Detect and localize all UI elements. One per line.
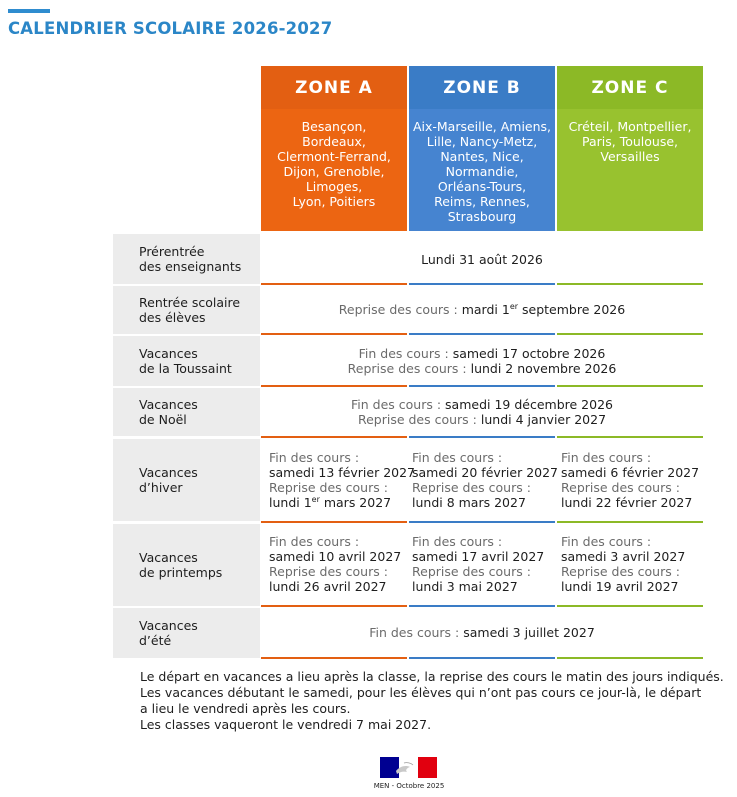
hiver-zone-a-end: samedi 13 février 2027: [269, 465, 416, 480]
separator-zone-a: [261, 385, 407, 387]
row-label-line: Vacances: [139, 346, 198, 361]
separator-zone-c: [557, 436, 703, 438]
printemps-zone-b-resume: lundi 3 mai 2027: [412, 579, 518, 594]
toussaint-resume-line: [261, 361, 703, 376]
separator-zone-c: [557, 605, 703, 607]
end-prefix: Fin des cours :: [412, 534, 503, 549]
printemps-zone-c-end: samedi 3 avril 2027: [561, 549, 686, 564]
rentree-date: [261, 286, 703, 332]
separator-zone-b: [409, 605, 555, 607]
noel-end-value: samedi 19 décembre 2026: [445, 396, 613, 412]
toussaint-resume-value: lundi 2 novembre 2026: [470, 360, 617, 376]
prerentree-date: [261, 234, 703, 284]
row-label-line: Vacances: [139, 618, 198, 633]
separator-zone-a: [261, 521, 407, 523]
ete-end-line: [261, 625, 703, 640]
zone-a-city-line: Clermont-Ferrand,: [277, 149, 391, 164]
zone-b-cities: [409, 109, 555, 231]
title-accent-bar: [8, 9, 50, 13]
footnote-line: Les classes vaqueront le vendredi 7 mai 2027.: [140, 717, 432, 732]
row-label-line: des élèves: [139, 310, 206, 325]
row-label-noel: [113, 388, 260, 436]
hiver-zone-a-resume-sup: er: [311, 494, 320, 504]
zone-a-header: ZONE A: [261, 66, 407, 109]
zone-b-city-line: Reims, Rennes,: [434, 194, 530, 209]
resume-prefix: Reprise des cours :: [357, 411, 477, 427]
zone-a-city-line: Dijon, Grenoble,: [283, 164, 385, 179]
resume-prefix: Reprise des cours :: [561, 564, 680, 579]
rentree-value-day: mardi 1: [461, 301, 510, 317]
separator-zone-a: [261, 605, 407, 607]
rentree-prefix: Reprise des cours :: [338, 301, 458, 317]
ete-date: [261, 608, 703, 656]
zone-c-cities: [557, 109, 703, 231]
row-label-line: de Noël: [139, 412, 187, 427]
row-label-printemps: [113, 524, 260, 606]
resume-prefix: Reprise des cours :: [561, 480, 680, 495]
printemps-zone-a-end: samedi 10 avril 2027: [269, 549, 402, 564]
noel-resume-line: [261, 412, 703, 427]
printemps-zone-a-resume: lundi 26 avril 2027: [269, 579, 387, 594]
republique-francaise-logo-icon: [380, 757, 437, 778]
hiver-zone-b-end: samedi 20 février 2027: [412, 465, 559, 480]
separator-zone-c: [557, 521, 703, 523]
separator-zone-b: [409, 333, 555, 335]
zone-b-city-line: Lille, Nancy-Metz,: [426, 134, 538, 149]
separator-zone-b: [409, 385, 555, 387]
noel-dates: [261, 388, 703, 435]
zone-a-city-line: Besançon,: [301, 119, 367, 134]
end-prefix: Fin des cours :: [369, 624, 460, 640]
toussaint-end-value: samedi 17 octobre 2026: [452, 345, 606, 361]
hiver-zone-a-resume-day: lundi 1: [269, 495, 312, 510]
toussaint-dates: [261, 336, 703, 385]
row-label-line: des enseignants: [139, 259, 242, 274]
hiver-zone-c: [561, 450, 699, 510]
hiver-zone-a: [269, 450, 415, 510]
page-title: CALENDRIER SCOLAIRE 2026-2027: [8, 19, 333, 38]
end-prefix: Fin des cours :: [269, 534, 360, 549]
row-label-toussaint: [113, 336, 260, 386]
row-label-rentree: [113, 286, 260, 334]
separator-zone-b: [409, 436, 555, 438]
zone-a-city-line: Bordeaux,: [302, 134, 366, 149]
separator-zone-a: [261, 333, 407, 335]
row-label-line: de la Toussaint: [139, 361, 232, 376]
row-label-ete: [113, 608, 260, 658]
footnote-line: Les vacances débutant le samedi, pour les élèves qui n’ont pas cours ce jour-là, le départ: [140, 685, 702, 700]
zone-b-city-line: Nantes, Nice,: [440, 149, 524, 164]
separator-zone-c: [557, 333, 703, 335]
zone-b-city-line: Strasbourg: [447, 209, 517, 224]
separator-zone-a: [261, 436, 407, 438]
separator-zone-c: [557, 283, 703, 285]
ete-end-value: samedi 3 juillet 2027: [463, 624, 595, 640]
hiver-zone-a-resume: [269, 495, 415, 510]
footnote-line: a lieu le vendredi après les cours.: [140, 701, 351, 716]
footnote-line: Le départ en vacances a lieu après la classe, la reprise des cours le matin des jours indiqués.: [140, 669, 724, 684]
zone-b-city-line: Normandie,: [445, 164, 519, 179]
end-prefix: Fin des cours :: [351, 396, 442, 412]
footer-caption: MEN - Octobre 2025: [373, 782, 445, 790]
zone-b-city-line: Orléans-Tours,: [437, 179, 527, 194]
resume-prefix: Reprise des cours :: [269, 564, 388, 579]
zone-a-city-line: Lyon, Poitiers: [292, 194, 376, 209]
noel-resume-value: lundi 4 janvier 2027: [480, 411, 607, 427]
separator-zone-b: [409, 283, 555, 285]
rentree-value-sup: er: [509, 301, 519, 311]
row-label-line: d’hiver: [139, 480, 183, 495]
separator-zone-a: [261, 657, 407, 659]
row-label-line: Vacances: [139, 397, 198, 412]
hiver-zone-a-resume-month: mars 2027: [319, 495, 392, 510]
separator-zone-c: [557, 657, 703, 659]
row-label-line: de printemps: [139, 565, 223, 580]
zone-c-city-line: Versailles: [600, 149, 660, 164]
printemps-zone-b: [412, 534, 544, 594]
footnotes: [140, 669, 724, 733]
end-prefix: Fin des cours :: [412, 450, 503, 465]
row-label-line: Rentrée scolaire: [139, 295, 241, 310]
separator-zone-c: [557, 385, 703, 387]
toussaint-end-line: [261, 346, 703, 361]
zone-c-city-line: Créteil, Montpellier,: [568, 119, 692, 134]
prerentree-value: Lundi 31 août 2026: [421, 251, 543, 267]
end-prefix: Fin des cours :: [358, 345, 449, 361]
zone-c-city-line: Paris, Toulouse,: [581, 134, 678, 149]
printemps-zone-a: [269, 534, 401, 594]
zone-a-cities: [261, 109, 407, 231]
resume-prefix: Reprise des cours :: [412, 480, 531, 495]
printemps-zone-c: [561, 534, 685, 594]
end-prefix: Fin des cours :: [561, 534, 652, 549]
hiver-zone-c-end: samedi 6 février 2027: [561, 465, 700, 480]
zone-a-city-line: Limoges,: [305, 179, 363, 194]
zone-b-header: ZONE B: [409, 66, 555, 109]
resume-prefix: Reprise des cours :: [412, 564, 531, 579]
row-label-line: d’été: [139, 633, 172, 648]
row-label-line: Prérentrée: [139, 244, 205, 259]
hiver-zone-b-resume: lundi 8 mars 2027: [412, 495, 526, 510]
end-prefix: Fin des cours :: [269, 450, 360, 465]
separator-zone-b: [409, 657, 555, 659]
zone-b-city-line: Aix-Marseille, Amiens,: [412, 119, 552, 134]
row-label-hiver: [113, 439, 260, 521]
row-label-line: Vacances: [139, 550, 198, 565]
hiver-zone-c-resume: lundi 22 février 2027: [561, 495, 693, 510]
end-prefix: Fin des cours :: [561, 450, 652, 465]
hiver-zone-b: [412, 450, 558, 510]
resume-prefix: Reprise des cours :: [269, 480, 388, 495]
row-label-prerentree: [113, 234, 260, 284]
rentree-value-month: septembre 2026: [518, 301, 626, 317]
noel-end-line: [261, 397, 703, 412]
separator-zone-b: [409, 521, 555, 523]
separator-zone-a: [261, 283, 407, 285]
zone-c-header: ZONE C: [557, 66, 703, 109]
printemps-zone-c-resume: lundi 19 avril 2027: [561, 579, 679, 594]
resume-prefix: Reprise des cours :: [347, 360, 467, 376]
printemps-zone-b-end: samedi 17 avril 2027: [412, 549, 545, 564]
rentree-line: [261, 302, 703, 317]
row-label-line: Vacances: [139, 465, 198, 480]
